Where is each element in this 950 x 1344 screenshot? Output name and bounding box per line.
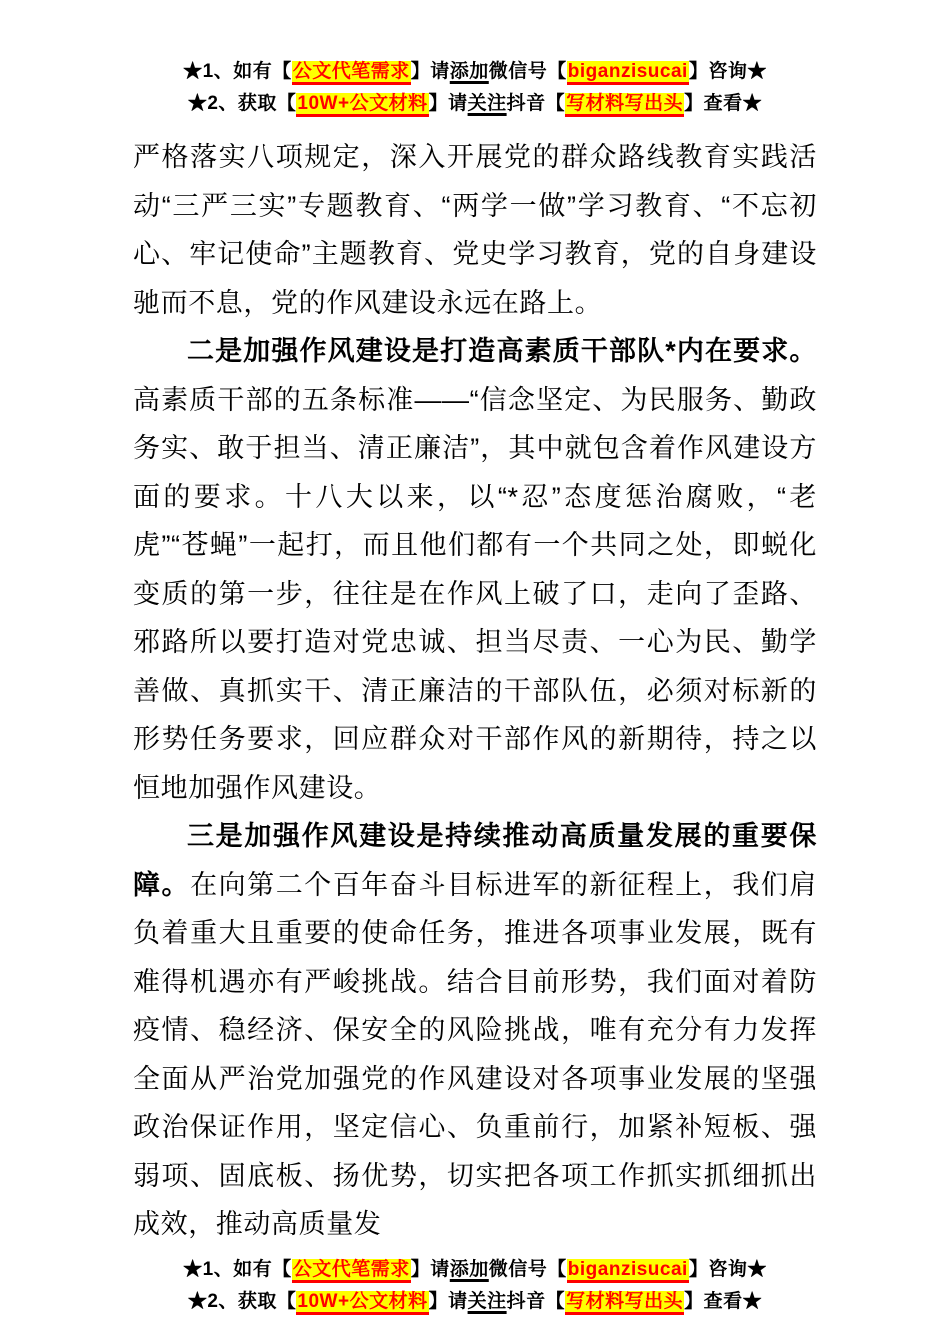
material-name-highlight: 10W+公文材料	[296, 93, 428, 117]
text-segment: 】请	[410, 61, 450, 82]
text-segment: 二是加强作风建设是打造高素质干部队*内在要求。	[187, 336, 817, 366]
text-segment: ★2、获取【	[187, 1290, 297, 1312]
promo-banner-bottom	[0, 1249, 950, 1318]
service-name-highlight: 公文代笔需求	[292, 1259, 411, 1283]
douyin-name-highlight: 写材料写出头	[565, 1291, 684, 1315]
text-segment: 微信号【	[488, 1258, 567, 1280]
text-segment: 添加	[449, 61, 489, 82]
text-segment: ★1、如有【	[183, 61, 292, 82]
paragraph	[133, 327, 817, 812]
promo-banner-line	[0, 88, 950, 120]
text-segment: 关注	[467, 1290, 507, 1312]
text-segment: 】查看★	[684, 93, 763, 114]
text-segment: ★2、获取【	[187, 93, 297, 114]
text-segment: 】请	[428, 1290, 468, 1312]
text-segment: 】查看★	[684, 1290, 763, 1312]
promo-banner-line	[0, 56, 950, 88]
document-body	[133, 133, 817, 1249]
promo-banner-line	[0, 1286, 950, 1318]
douyin-name-highlight: 写材料写出头	[565, 93, 684, 117]
promo-banner-line	[0, 1254, 950, 1286]
wechat-id-highlight: biganzisucai	[567, 61, 689, 85]
text-segment: ★1、如有【	[183, 1258, 292, 1280]
text-segment: 严格落实八项规定，深入开展党的群众路线教育实践活动“三严三实”专题教育、“两学一做”学习教育、“不忘初心、牢记使命”主题教育、党史学习教育，党的自身建设驰而不息，党的作风建设永远在路上。	[133, 142, 817, 318]
text-segment: 在向第二个百年奋斗目标进军的新征程上，我们肩负着重大且重要的使命任务，推进各项事业发展，既有难得机遇亦有严峻挑战。结合目前形势，我们面对着防疫情、稳经济、保安全的风险挑战，唯有充分有力发挥全面从严治党加强党的作风建设对各项事业发展的坚强政治保证作用，坚定信心、负重前行，加紧补短板、强弱项、固底板、扬优势，切实把各项工作抓实抓细抓出成效，推动高质量发	[133, 869, 817, 1239]
text-segment: 】请	[428, 93, 468, 114]
wechat-id-highlight: biganzisucai	[567, 1259, 689, 1283]
text-segment: 抖音【	[506, 1290, 566, 1312]
promo-banner-top	[0, 0, 950, 120]
text-segment: 添加	[449, 1258, 489, 1280]
text-segment: 】咨询★	[688, 1258, 767, 1280]
paragraph	[133, 812, 817, 1249]
text-segment: 】咨询★	[688, 61, 767, 82]
text-segment: 微信号【	[488, 61, 567, 82]
text-segment: 三是加强作风建设是持续推动高质量发展的重要保障。	[133, 821, 817, 900]
text-segment: 抖音【	[506, 93, 566, 114]
material-name-highlight: 10W+公文材料	[296, 1291, 428, 1315]
paragraph	[133, 133, 817, 327]
service-name-highlight: 公文代笔需求	[292, 61, 411, 85]
text-segment: 】请	[410, 1258, 450, 1280]
text-segment: 高素质干部的五条标准——“信念坚定、为民服务、勤政务实、敢于担当、清正廉洁”，其中就包含着作风建设方面的要求。十八大以来，以“*忍”态度惩治腐败，“老虎”“苍蝇”一起打，而且他们都有一个共同之处，即蜕化变质的第一步，往往是在作风上破了口，走向了歪路、邪路所以要打造对党忠诚、担当尽责、一心为民、勤学善做、真抓实干、清正廉洁的干部队伍，必须对标新的形势任务要求，回应群众对干部作风的新期待，持之以恒地加强作风建设。	[133, 384, 817, 803]
text-segment: 关注	[467, 93, 507, 114]
